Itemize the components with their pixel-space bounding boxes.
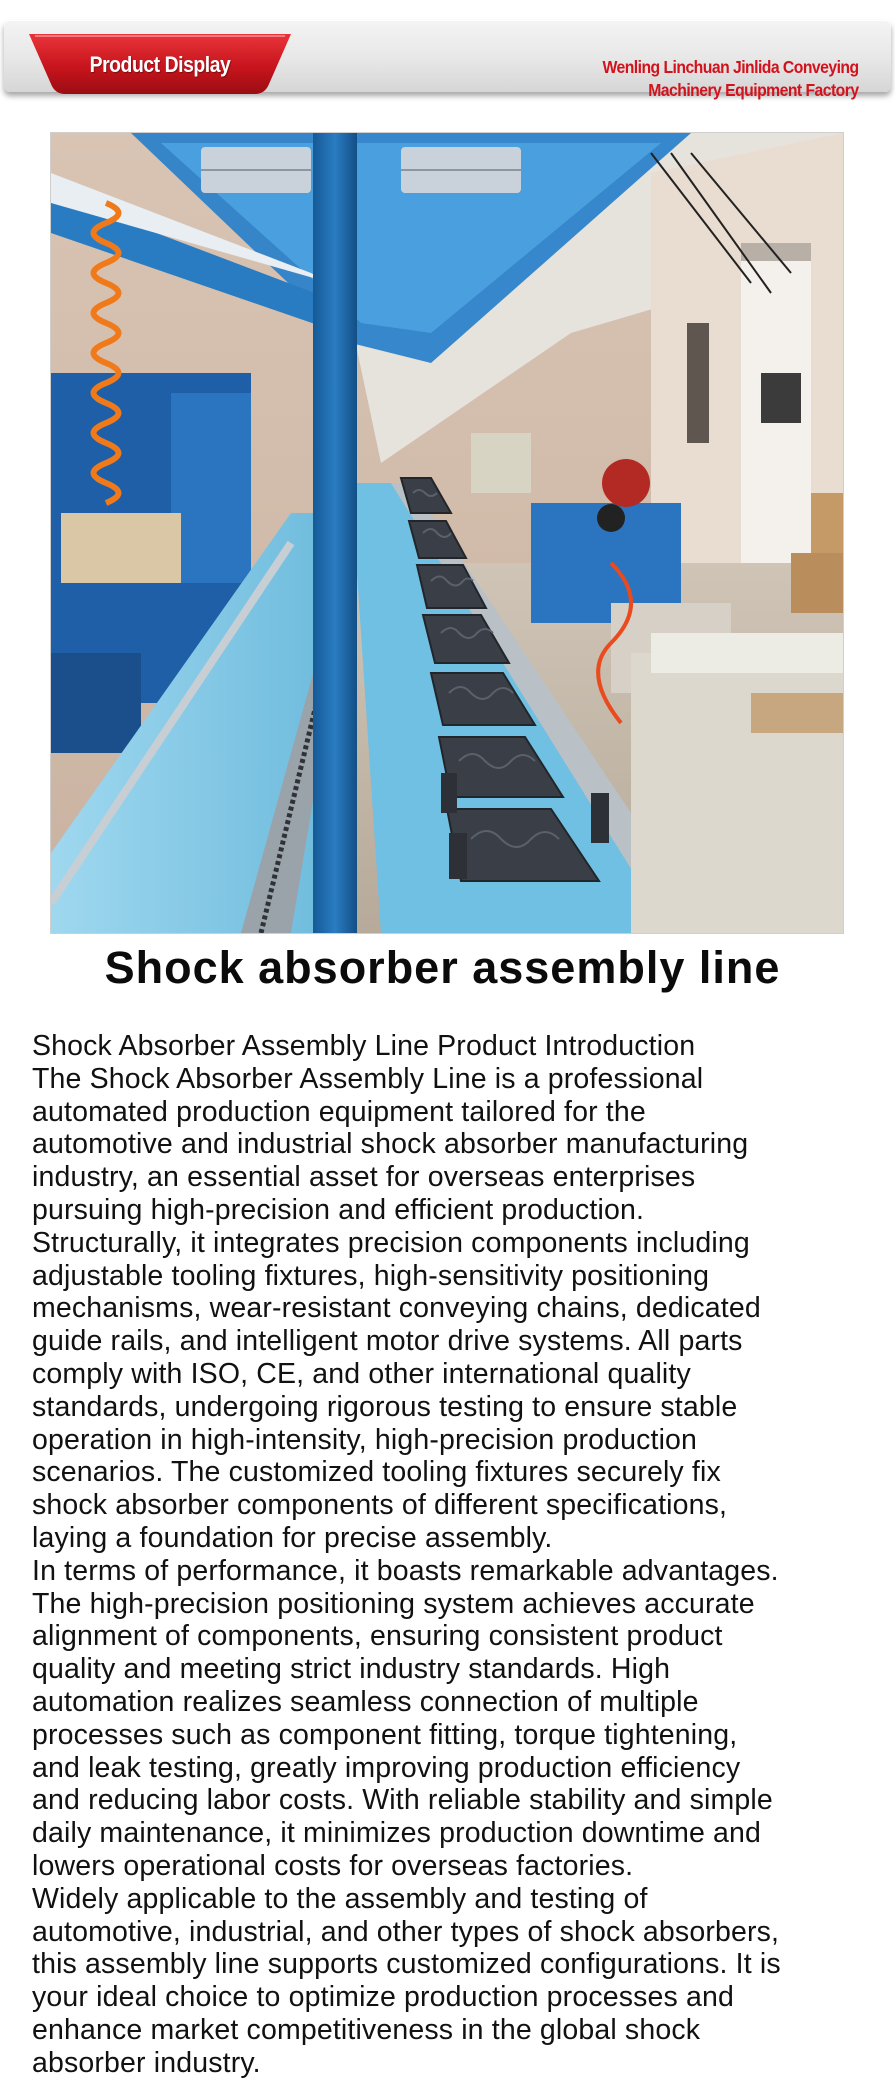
description-line: scenarios. The customized tooling fixtures securely fix	[32, 1456, 721, 1489]
description-line: The high-precision positioning system achieves accurate	[32, 1587, 755, 1620]
company-name	[603, 56, 859, 102]
product-display-tab	[29, 34, 291, 98]
description-line: daily maintenance, it minimizes production downtime and	[32, 1817, 762, 1850]
description-line: automotive and industrial shock absorber manufacturing	[32, 1128, 749, 1161]
description-line: standards, undergoing rigorous testing to ensure stable	[32, 1390, 738, 1423]
description-line: In terms of performance, it boasts remarkable advantages.	[32, 1554, 779, 1587]
product-title: Shock absorber assembly line	[104, 942, 781, 993]
description-line: Widely applicable to the assembly and testing of	[32, 1882, 648, 1915]
product-description	[32, 1030, 882, 2080]
description-line: lowers operational costs for overseas factories.	[32, 1849, 634, 1882]
description-line: laying a foundation for precise assembly.	[32, 1521, 553, 1554]
description-line: comply with ISO, CE, and other international quality	[32, 1357, 691, 1390]
description-line: pursuing high-precision and efficient production.	[32, 1193, 645, 1226]
description-line: absorber industry.	[32, 2046, 261, 2079]
description-line: automotive, industrial, and other types of shock absorbers,	[32, 1915, 780, 1948]
description-line: quality and meeting strict industry standards. High	[32, 1653, 671, 1686]
header-banner	[4, 20, 891, 100]
description-line: The Shock Absorber Assembly Line is a professional	[32, 1062, 704, 1095]
description-line: your ideal choice to optimize production processes and	[32, 1981, 734, 2014]
product-photo	[50, 132, 844, 934]
description-line: this assembly line supports customized configurations. It is	[32, 1948, 781, 1981]
company-name-line2: Machinery Equipment Factory	[648, 80, 859, 100]
description-line: and leak testing, greatly improving production efficiency	[32, 1751, 741, 1784]
description-line: adjustable tooling fixtures, high-sensitivity positioning	[32, 1259, 710, 1292]
tab-label: Product Display	[89, 52, 231, 77]
description-line: shock absorber components of different specifications,	[32, 1489, 728, 1522]
description-line: alignment of components, ensuring consistent product	[32, 1620, 723, 1653]
description-line: Shock Absorber Assembly Line Product Introduction	[32, 1030, 696, 1062]
description-line: guide rails, and intelligent motor drive systems. All parts	[32, 1325, 743, 1358]
description-line: automated production equipment tailored for the	[32, 1095, 646, 1128]
description-line: processes such as component fitting, torque tightening,	[32, 1718, 738, 1751]
assembly-line-photo-icon	[51, 133, 843, 933]
description-line: automation realizes seamless connection of multiple	[32, 1685, 699, 1718]
description-line: industry, an essential asset for overseas enterprises	[32, 1161, 696, 1194]
description-line: Structurally, it integrates precision components including	[32, 1226, 750, 1259]
description-line: mechanisms, wear-resistant conveying chains, dedicated	[32, 1292, 761, 1325]
company-name-line1: Wenling Linchuan Jinlida Conveying	[602, 57, 859, 77]
description-line: enhance market competitiveness in the global shock	[32, 2013, 701, 2046]
description-line: operation in high-intensity, high-precision production	[32, 1423, 698, 1456]
description-line: and reducing labor costs. With reliable stability and simple	[32, 1784, 773, 1817]
